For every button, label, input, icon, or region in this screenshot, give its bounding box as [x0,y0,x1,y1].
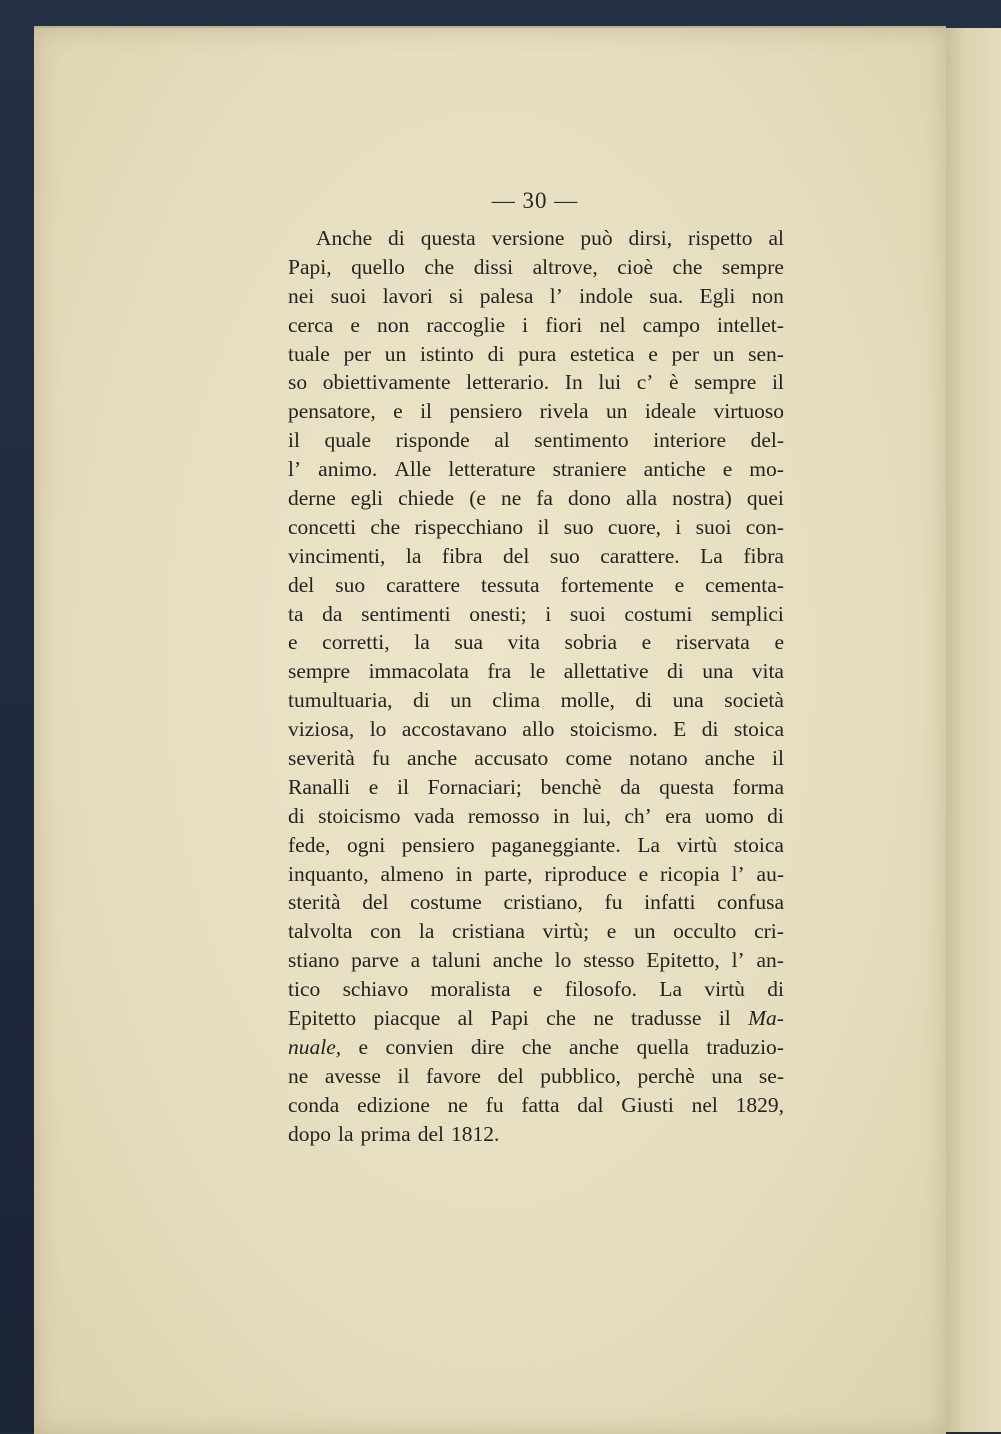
text-line: conda edizione ne fu fatta dal Giusti nel 1829, [288,1092,784,1117]
text-line: concetti che rispecchiano il suo cuore, i suoi con- [288,514,784,539]
text-line: talvolta con la cristiana virtù; e un occulto cri- [288,919,784,944]
text-line: l’ animo. Alle letterature straniere antiche e mo- [288,457,784,482]
text-line: vincimenti, la fibra del suo carattere. La fibra [288,543,784,568]
text-line: pensatore, e il pensiero rivela un ideale virtuoso [288,399,784,424]
text-line: Papi, quello che dissi altrove, cioè che sempre [288,254,784,279]
text-line: fede, ogni pensiero paganeggiante. La virtù stoica [288,832,784,857]
text-line: nuale, e convien dire che anche quella traduzio- [288,1034,784,1059]
text-line: sterità del costume cristiano, fu infatti confusa [288,890,784,915]
text-line: Ranalli e il Fornaciari; benchè da questa forma [288,774,784,799]
text-line: severità fu anche accusato come notano anche il [288,746,784,771]
text-line: ta da sentimenti onesti; i suoi costumi semplici [288,601,784,626]
text-line: cerca e non raccoglie i fiori nel campo intellet- [288,312,784,337]
body-text [288,224,784,1149]
text-line: il quale risponde al sentimento interiore del- [288,428,784,453]
text-line: viziosa, lo accostavano allo stoicismo. E di stoica [288,717,784,742]
text-line: Anche di questa versione può dirsi, rispetto al [316,226,784,250]
text-line: dopo la prima del 1812. [288,1121,500,1146]
text-line: ne avesse il favore del pubblico, perchè una se- [288,1063,784,1088]
text-line: nei suoi lavori si palesa l’ indole sua. Egli non [288,283,784,308]
text-line: sempre immacolata fra le allettative di una vita [288,659,784,684]
text-line: so obiettivamente letterario. In lui c’ è sempre il [288,370,784,395]
text-line: di stoicismo vada remosso in lui, ch’ era uomo di [288,803,784,828]
text-line: tuale per un istinto di pura estetica e per un sen- [288,341,784,366]
text-line: stiano parve a taluni anche lo stesso Epitetto, l’ an- [288,948,784,973]
text-line: tumultuaria, di un clima molle, di una società [288,688,784,713]
text-line: e corretti, la sua vita sobria e riservata e [288,630,784,655]
text-line: inquanto, almeno in parte, riproduce e ricopia l’ au- [288,861,784,886]
text-line: tico schiavo moralista e filosofo. La virtù di [288,977,784,1002]
text-line: del suo carattere tessuta fortemente e cementa- [288,572,784,597]
text-line: Epitetto piacque al Papi che ne tradusse il Ma- [288,1006,784,1031]
page-number: — 30 — [491,188,579,213]
facing-page-edge [944,28,1001,1432]
text-line: derne egli chiede (e ne fa dono alla nostra) quei [288,486,784,511]
